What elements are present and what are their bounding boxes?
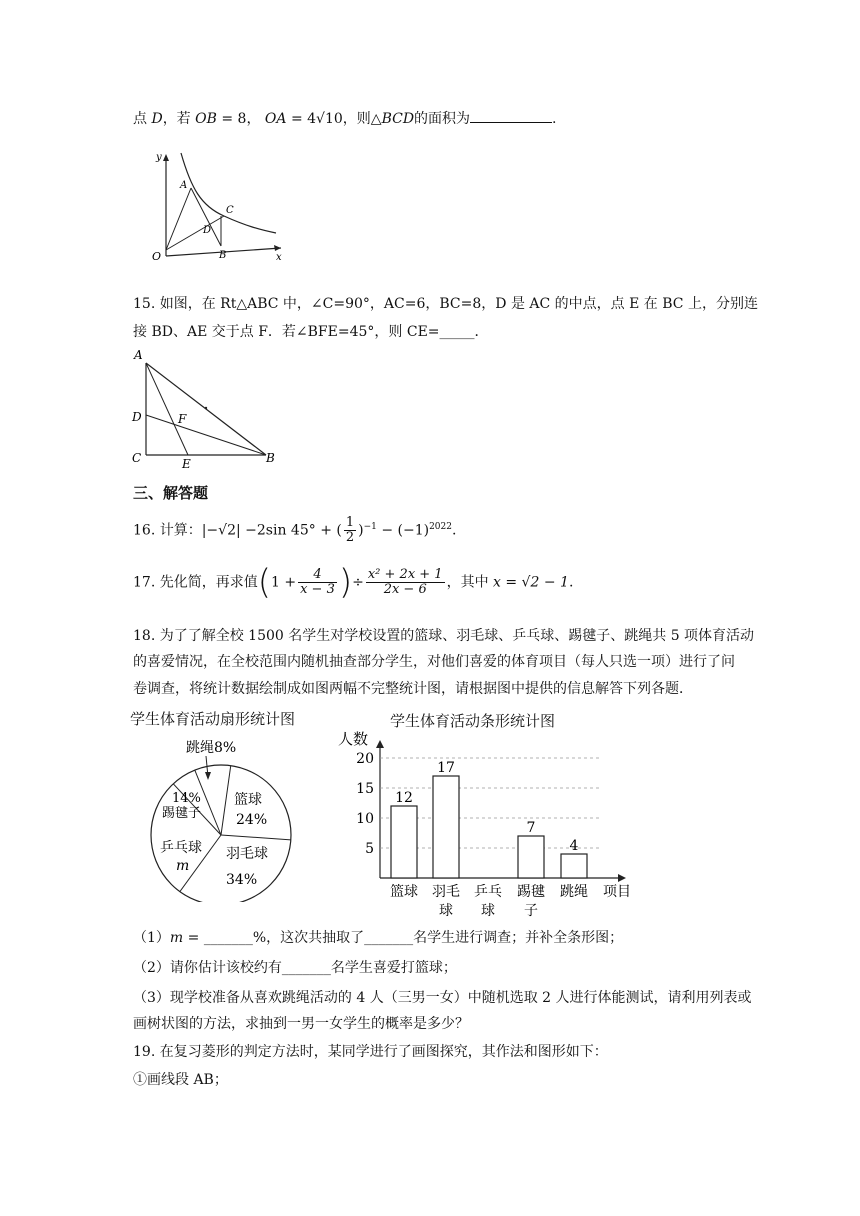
svg-text:x: x (276, 252, 282, 263)
svg-text:A: A (134, 348, 143, 362)
q18-part3b: 画树状图的方法，求抽到一男一女学生的概率是多少？ (133, 1016, 469, 1032)
x-tick-label: 踢毽 (517, 884, 545, 900)
q18-line1: 18. 为了了解全校 1500 名学生对学校设置的篮球、羽毛球、乒乓球、踢毽子、跳绳共 5 项体育活动 (133, 628, 755, 644)
x-tick-label: 球 (481, 903, 495, 919)
q16: 16. 计算：|−√2| −2sin 45° + ( $\frac{1}{2}$ )$^{-1} - (-1)^{2022}$. (133, 515, 457, 545)
pie-divider (221, 835, 291, 840)
bar-value-label: 7 (526, 820, 536, 836)
bar-value-label: 4 (569, 838, 579, 854)
pie-label-rope: 跳绳8% (186, 740, 237, 756)
q19-line2: ①画线段 AB； (133, 1072, 228, 1088)
q18-part1: （1）m = _______%，这次共抽取了_______名学生进行调查；并补全条形图； (133, 930, 624, 946)
bar-title: 学生体育活动条形统计图 (390, 712, 556, 730)
svg-text:踢毽子: 踢毽子 (162, 806, 202, 821)
y-tick-label: 5 (365, 841, 374, 857)
x-axis-arrow (618, 874, 626, 882)
svg-text:O: O (152, 250, 162, 263)
bar-value-label: 12 (395, 790, 413, 806)
q18-part2: （2）请你估计该校约有_______名学生喜爱打篮球； (133, 960, 457, 976)
x-tick-label: 子 (524, 903, 538, 919)
q15-line1: 15. 如图，在 Rt△ABC 中，∠C=90°，AC=6，BC=8，D 是 AC 的中点，点 E 在 BC 上，分别连 (133, 296, 758, 312)
y-tick-label: 20 (356, 751, 374, 767)
svg-text:14%: 14% (172, 791, 201, 806)
q18-line2: 的喜爱情况，在全校范围内随机抽查部分学生，对他们喜爱的体育项目（每人只选一项）进行了问 (133, 654, 735, 670)
y-tick-label: 10 (356, 811, 374, 827)
q18-line3: 卷调查，将统计数据绘制成如图两幅不完整统计图，请根据图中提供的信息解答下列各题． (133, 681, 693, 697)
q18-part3a: （3）现学校准备从喜欢跳绳活动的 4 人（三男一女）中随机选取 2 人进行体能测试，请利用列表或 (133, 990, 752, 1006)
q15-figure (128, 345, 288, 470)
svg-text:D: D (203, 225, 212, 236)
svg-text:24%: 24% (236, 812, 268, 828)
q15-line2: 接 BD、AE 交于点 F．若∠BFE=45°，则 CE=_____． (133, 324, 489, 340)
x-tick-label: 羽毛 (432, 884, 460, 900)
bar-chart (330, 728, 650, 923)
svg-text:C: C (132, 451, 142, 465)
bar (391, 806, 417, 878)
pie-title: 学生体育活动扇形统计图 (130, 710, 296, 728)
bar (433, 776, 459, 878)
svg-text:C: C (226, 205, 234, 216)
svg-text:D: D (132, 410, 142, 424)
q14-figure (146, 148, 291, 266)
bar (518, 836, 544, 878)
svg-text:y: y (156, 152, 162, 163)
x-tick-label: 跳绳 (560, 884, 588, 900)
bar (561, 854, 587, 878)
svg-text:E: E (182, 457, 191, 470)
pie-divider (221, 766, 231, 835)
y-axis-arrow (376, 740, 384, 748)
x-tick-label: 篮球 (390, 884, 418, 900)
y-axis-label: 人数 (338, 730, 369, 748)
q17: 17. 先化简，再求值(1 + $\frac{4}{x - 3}$ )÷ $\frac{\text{x² + 2x + 1}}{2x - 6}$ ，其中 x = √2 − 1. (133, 562, 574, 603)
svg-text:A: A (180, 180, 188, 191)
svg-text:羽毛球: 羽毛球 (226, 846, 268, 862)
y-tick-label: 15 (356, 781, 374, 797)
x-axis-label: 项目 (603, 884, 631, 900)
q14-tail: 点 D，若 OB = 8， OA = 4√10，则△BCD的面积为 . (133, 108, 557, 129)
svg-text:F: F (178, 412, 187, 426)
pie-chart (148, 732, 298, 902)
x-tick-label: 乒乓 (474, 884, 502, 900)
svg-text:B: B (266, 451, 275, 465)
q19-line1: 19. 在复习菱形的判定方法时，某同学进行了画图探究，其作法和图形如下： (133, 1044, 608, 1060)
svg-text:B: B (219, 250, 227, 261)
answer-blank (470, 108, 552, 123)
svg-text:34%: 34% (226, 872, 258, 888)
bar-value-label: 17 (437, 760, 455, 776)
section-title: 三、解答题 (133, 484, 209, 502)
svg-text:篮球: 篮球 (234, 792, 262, 808)
svg-text:m: m (176, 858, 190, 874)
svg-text:乒乓球: 乒乓球 (160, 840, 202, 856)
x-tick-label: 球 (439, 903, 453, 919)
